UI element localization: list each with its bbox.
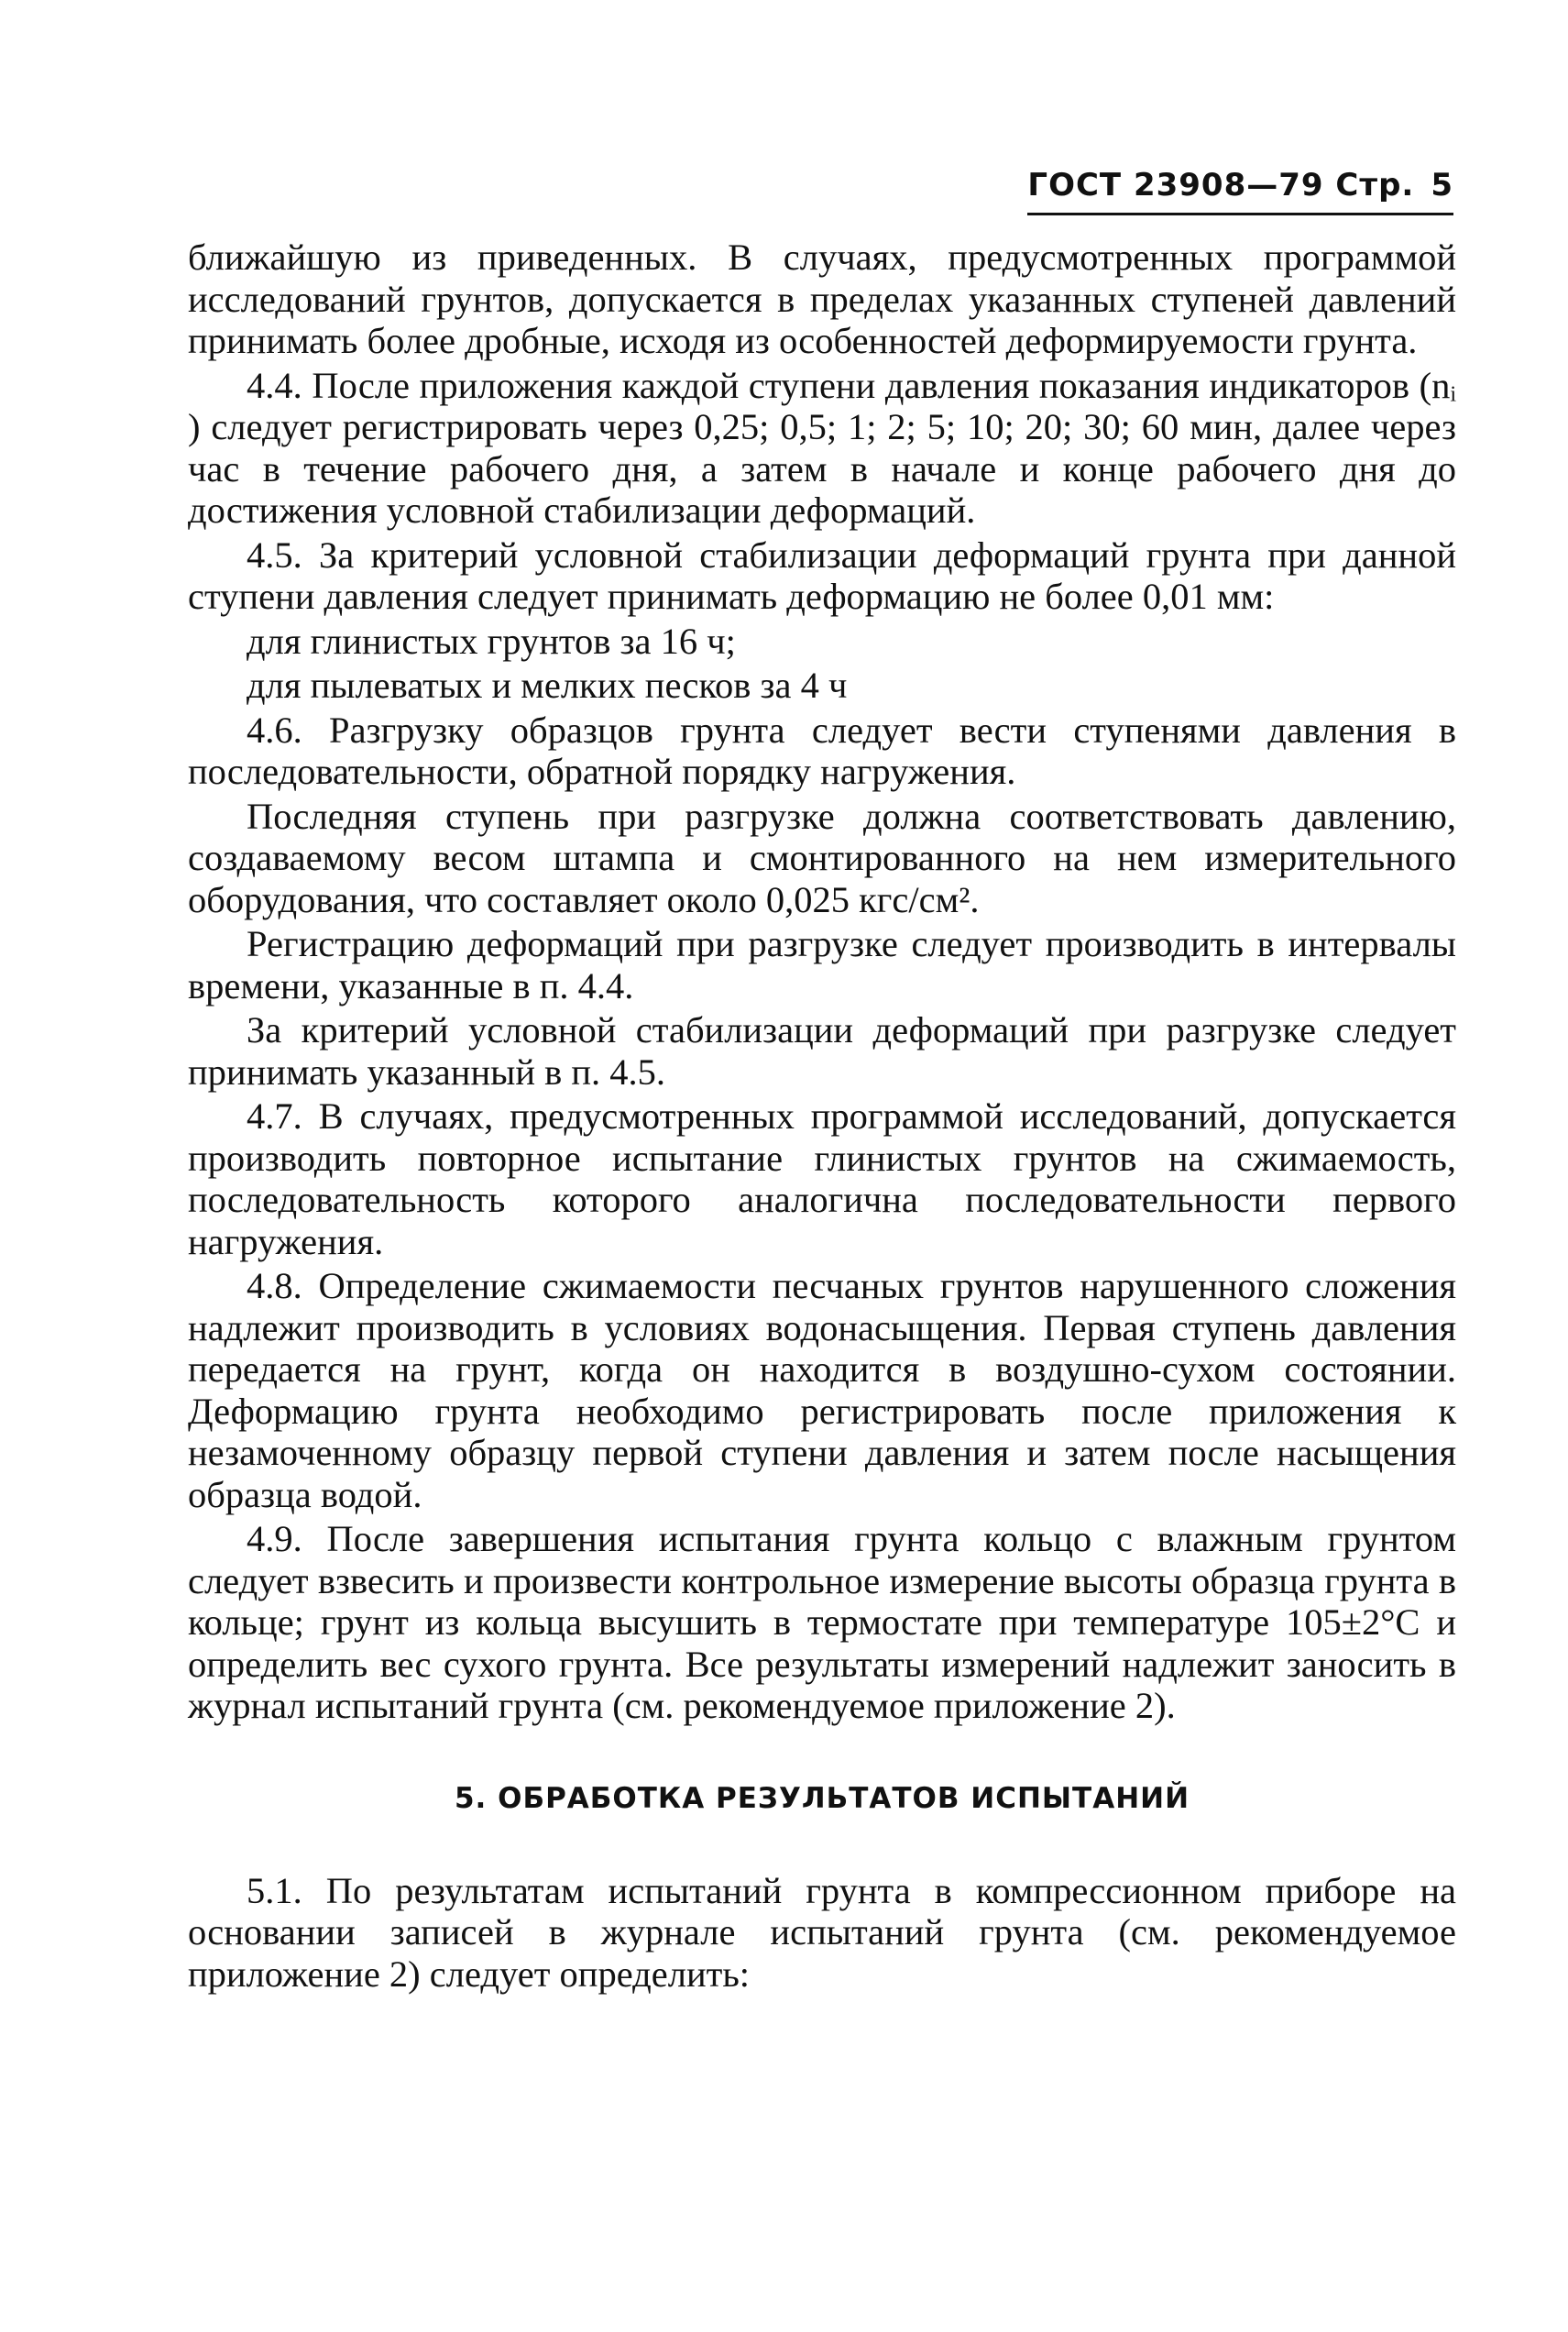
paragraph-4-5: 4.5. За критерий условной стабилизации деформаций грунта при данной ступени давления следует принимать деформацию не более 0,01 мм: <box>188 534 1456 617</box>
paragraph-unloading-criterion: За критерий условной стабилизации деформаций при разгрузке следует принимать указанный в п. 4.5. <box>188 1009 1456 1093</box>
standard-number: ГОСТ 23908—79 <box>1027 167 1324 204</box>
paragraph-5-1: 5.1. По результатам испытаний грунта в компрессионном приборе на основании записей в журнале испытаний грунта (см. рекомендуемое приложение 2) следует определить: <box>188 1869 1456 1995</box>
paragraph-4-9: 4.9. После завершения испытания грунта кольцо с влажным грунтом следует взвесить и произвести контрольное измерение высоты образца грунта в кольце; грунт из кольца высушить в термостате при температуре 105±2°С и определить вес сухого грунта. Все результаты измерений надлежит заносить в журнал испытаний грунта (см. рекомендуемое приложение 2). <box>188 1518 1456 1726</box>
paragraph-4-7: 4.7. В случаях, предусмотренных программой исследований, допускается производить повторное испытание глинистых грунтов на сжимаемость, последовательность которого аналогична последовательности первого нагружения. <box>188 1095 1456 1262</box>
paragraph-last-step: Последняя ступень при разгрузке должна соответствовать давлению, создаваемому весом штампа и смонтированного на нем измерительного оборудования, что составляет около 0,025 кгс/см². <box>188 795 1456 920</box>
paragraph-4-6: 4.6. Разгрузку образцов грунта следует вести ступенями давления в последовательности, обратной порядку нагружения. <box>188 709 1456 792</box>
paragraph-continuation: ближайшую из приведенных. В случаях, предусмотренных программой исследований грунтов, допускается в пределах указанных ступеней давлений принимать более дробные, исходя из особенностей деформируемости грунта. <box>188 236 1456 361</box>
section-heading: 5. ОБРАБОТКА РЕЗУЛЬТАТОВ ИСПЫТАНИЙ <box>454 1781 1190 1815</box>
list-item-clay-soils: для глинистых грунтов за 16 ч; <box>247 620 736 662</box>
paragraph-4-4: 4.4. После приложения каждой ступени давления показания индикаторов (nᵢ ) следует регистрировать через 0,25; 0,5; 1; 2; 5; 10; 20; 30; 60 мин, далее через час в течение рабочего дня, а затем в начале и конце рабочего дня до достижения условной стабилизации деформаций. <box>188 364 1456 531</box>
running-header <box>1027 167 1453 215</box>
page-number: 5 <box>1431 167 1453 204</box>
list-item-silty-sands: для пылеватых и мелких песков за 4 ч <box>247 665 848 706</box>
page-label: Стр. <box>1335 167 1415 204</box>
paragraph-4-8: 4.8. Определение сжимаемости песчаных грунтов нарушенного сложения надлежит производить в условиях водонасыщения. Первая ступень давления передается на грунт, когда он находится в воздушно-сухом состоянии. Деформацию грунта необходимо регистрировать после приложения к незамоченному образцу первой ступени давления и затем после насыщения образца водой. <box>188 1265 1456 1515</box>
body-text <box>188 236 1456 1997</box>
paragraph-unloading-registration: Регистрацию деформаций при разгрузке следует производить в интервалы времени, указанные в п. 4.4. <box>188 923 1456 1006</box>
